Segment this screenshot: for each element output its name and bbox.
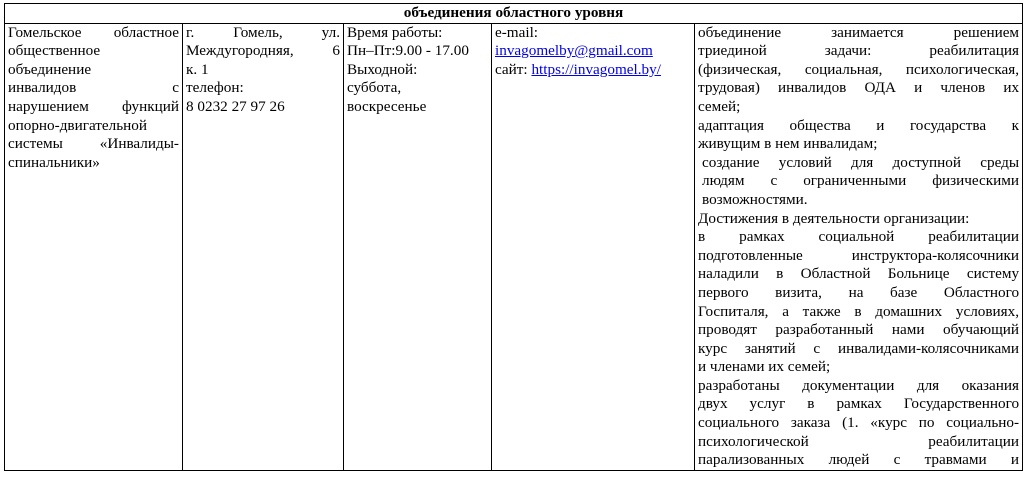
section-header: объединения областного уровня — [5, 4, 1023, 24]
org-name-line: инвалидов с — [8, 79, 179, 97]
description-line: создание условий для доступной среды — [702, 153, 1020, 171]
table-row — [5, 23, 1023, 470]
org-name-line: опорно-двигательной — [8, 116, 148, 134]
address-line: г. Гомель, ул. — [186, 23, 340, 41]
description-line: семей; — [698, 97, 741, 115]
contact-cell — [492, 23, 695, 470]
description-line: подготовленные инструктора-колясочники — [698, 246, 1020, 264]
org-name-line: общественное — [8, 42, 101, 60]
site-link[interactable]: https://invagomel.by/ — [531, 60, 661, 78]
description-line: объединение занимается решением — [698, 23, 1020, 41]
org-name-line: Гомельское областное — [8, 23, 179, 41]
email-line — [495, 42, 691, 61]
address-line: Междугородняя, 6 — [186, 42, 340, 60]
organizations-table — [4, 3, 1023, 471]
description-line: и членами их семей; — [698, 358, 831, 376]
description-line: социального заказа (1. «курс по социально- — [698, 414, 1020, 432]
description-line: живущим в нем инвалидам; — [698, 135, 878, 153]
org-name-cell — [5, 23, 183, 470]
org-name-line: спинальники» — [8, 153, 100, 171]
description-line: трудовая) инвалидов ОДА и членов их — [698, 79, 1020, 97]
org-name-line: объединение — [8, 60, 92, 78]
hours-line: суббота, — [347, 79, 402, 97]
description-line: курс занятий с инвалидами-колясочниками — [698, 339, 1020, 357]
hours-line: Время работы: — [347, 23, 443, 41]
address-cell — [183, 23, 344, 470]
description-line: триединой задачи: реабилитация — [698, 42, 1020, 60]
description-cell — [695, 23, 1023, 470]
description-line: наладили в Областной Больнице систему — [698, 265, 1020, 283]
description-line: людям с ограниченными физическими — [702, 172, 1020, 190]
description-line: парализованных людей с травмами и — [698, 451, 1020, 469]
description-line: в рамках социальной реабилитации — [698, 228, 1020, 246]
description-line: первого визита, на базе Областного — [698, 283, 1020, 301]
org-name-line: системы «Инвалиды- — [8, 135, 179, 153]
site-line — [495, 61, 691, 80]
email-label: e-mail: — [495, 23, 539, 41]
description-line: разработаны документации для оказания — [698, 376, 1020, 394]
site-label: сайт: — [495, 60, 528, 78]
hours-cell — [344, 23, 492, 470]
hours-line: воскресенье — [347, 97, 427, 115]
description-line: возможностями. — [702, 190, 808, 208]
org-name-line: нарушением функций — [8, 97, 179, 115]
description-line: психологической реабилитации — [698, 432, 1020, 450]
phone-label: телефон: — [186, 79, 244, 97]
description-line: (физическая, социальная, психологическая, — [698, 60, 1020, 78]
phone-number: 8 0232 27 97 26 — [186, 97, 285, 115]
description-line: Госпиталя, а также в домашних условиях, — [698, 302, 1020, 320]
description-line: проводят разработанный нами обучающий — [698, 321, 1020, 339]
email-link[interactable]: invagomelby@gmail.com — [495, 42, 653, 60]
section-header-row — [5, 4, 1023, 24]
hours-line: Пн–Пт:9.00 - 17.00 — [347, 42, 469, 60]
description-line: двух услуг в рамках Государственного — [698, 395, 1020, 413]
description-line: адаптация общества и государства к — [698, 116, 1020, 134]
address-line: к. 1 — [186, 60, 209, 78]
hours-line: Выходной: — [347, 60, 418, 78]
description-line: Достижения в деятельности организации: — [698, 209, 970, 227]
